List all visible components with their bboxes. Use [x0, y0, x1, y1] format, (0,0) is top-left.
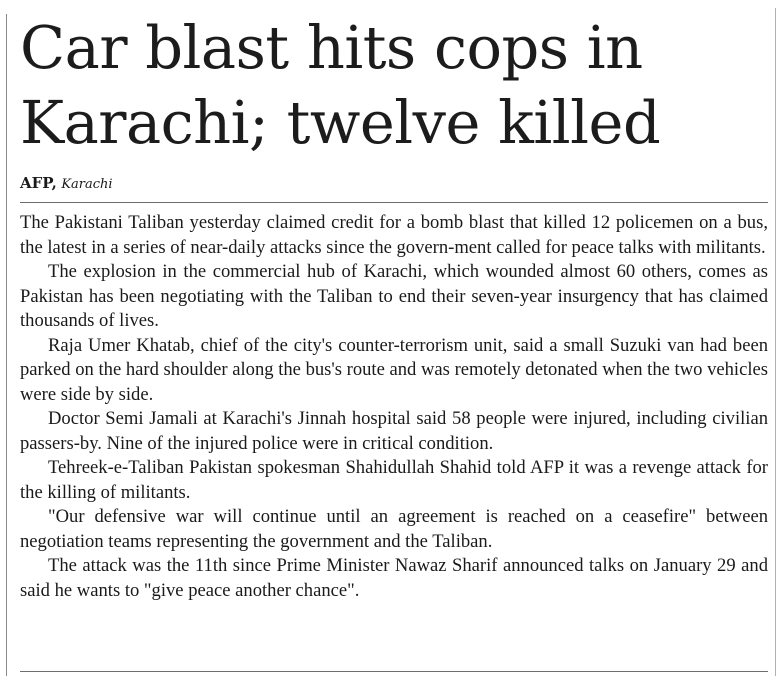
paragraph: "Our defensive war will continue until an agreement is reached on a ceasefire" between negotiation teams representing the government and the Taliban. [20, 506, 768, 552]
bottom-divider [20, 671, 768, 672]
paragraph: The Pakistani Taliban yesterday claimed credit for a bomb blast that killed 12 policemen on a bus, the latest in a series of near-daily attacks since the govern-ment called for peace talks with militants. [20, 212, 768, 258]
byline-agency: AFP, [20, 174, 57, 192]
left-column-rule [6, 14, 7, 676]
paragraph: The attack was the 11th since Prime Minister Nawaz Sharif announced talks on January 29 and said he wants to "give peace another chance". [20, 555, 768, 601]
top-divider [20, 202, 768, 203]
paragraph: The explosion in the commercial hub of Karachi, which wounded almost 60 others, comes as Pakistan has been negotiating with the Taliban to end their seven-year insurgency that has claimed thousands of lives. [20, 261, 768, 331]
byline-place: Karachi [61, 177, 113, 192]
right-column-rule [775, 8, 776, 676]
byline [20, 173, 113, 195]
headline: Car blast hits cops in Karachi; twelve killed [20, 13, 661, 157]
paragraph: Tehreek-e-Taliban Pakistan spokesman Shahidullah Shahid told AFP it was a revenge attack for the killing of militants. [20, 457, 768, 503]
article-body [20, 211, 768, 603]
paragraph: Raja Umer Khatab, chief of the city's counter-terrorism unit, said a small Suzuki van had been parked on the hard shoulder along the bus's route and was remotely detonated when the two vehicles were side by side. [20, 334, 768, 405]
paragraph: Doctor Semi Jamali at Karachi's Jinnah hospital said 58 people were injured, including civilian passers-by. Nine of the injured police were in critical condition. [20, 408, 768, 454]
